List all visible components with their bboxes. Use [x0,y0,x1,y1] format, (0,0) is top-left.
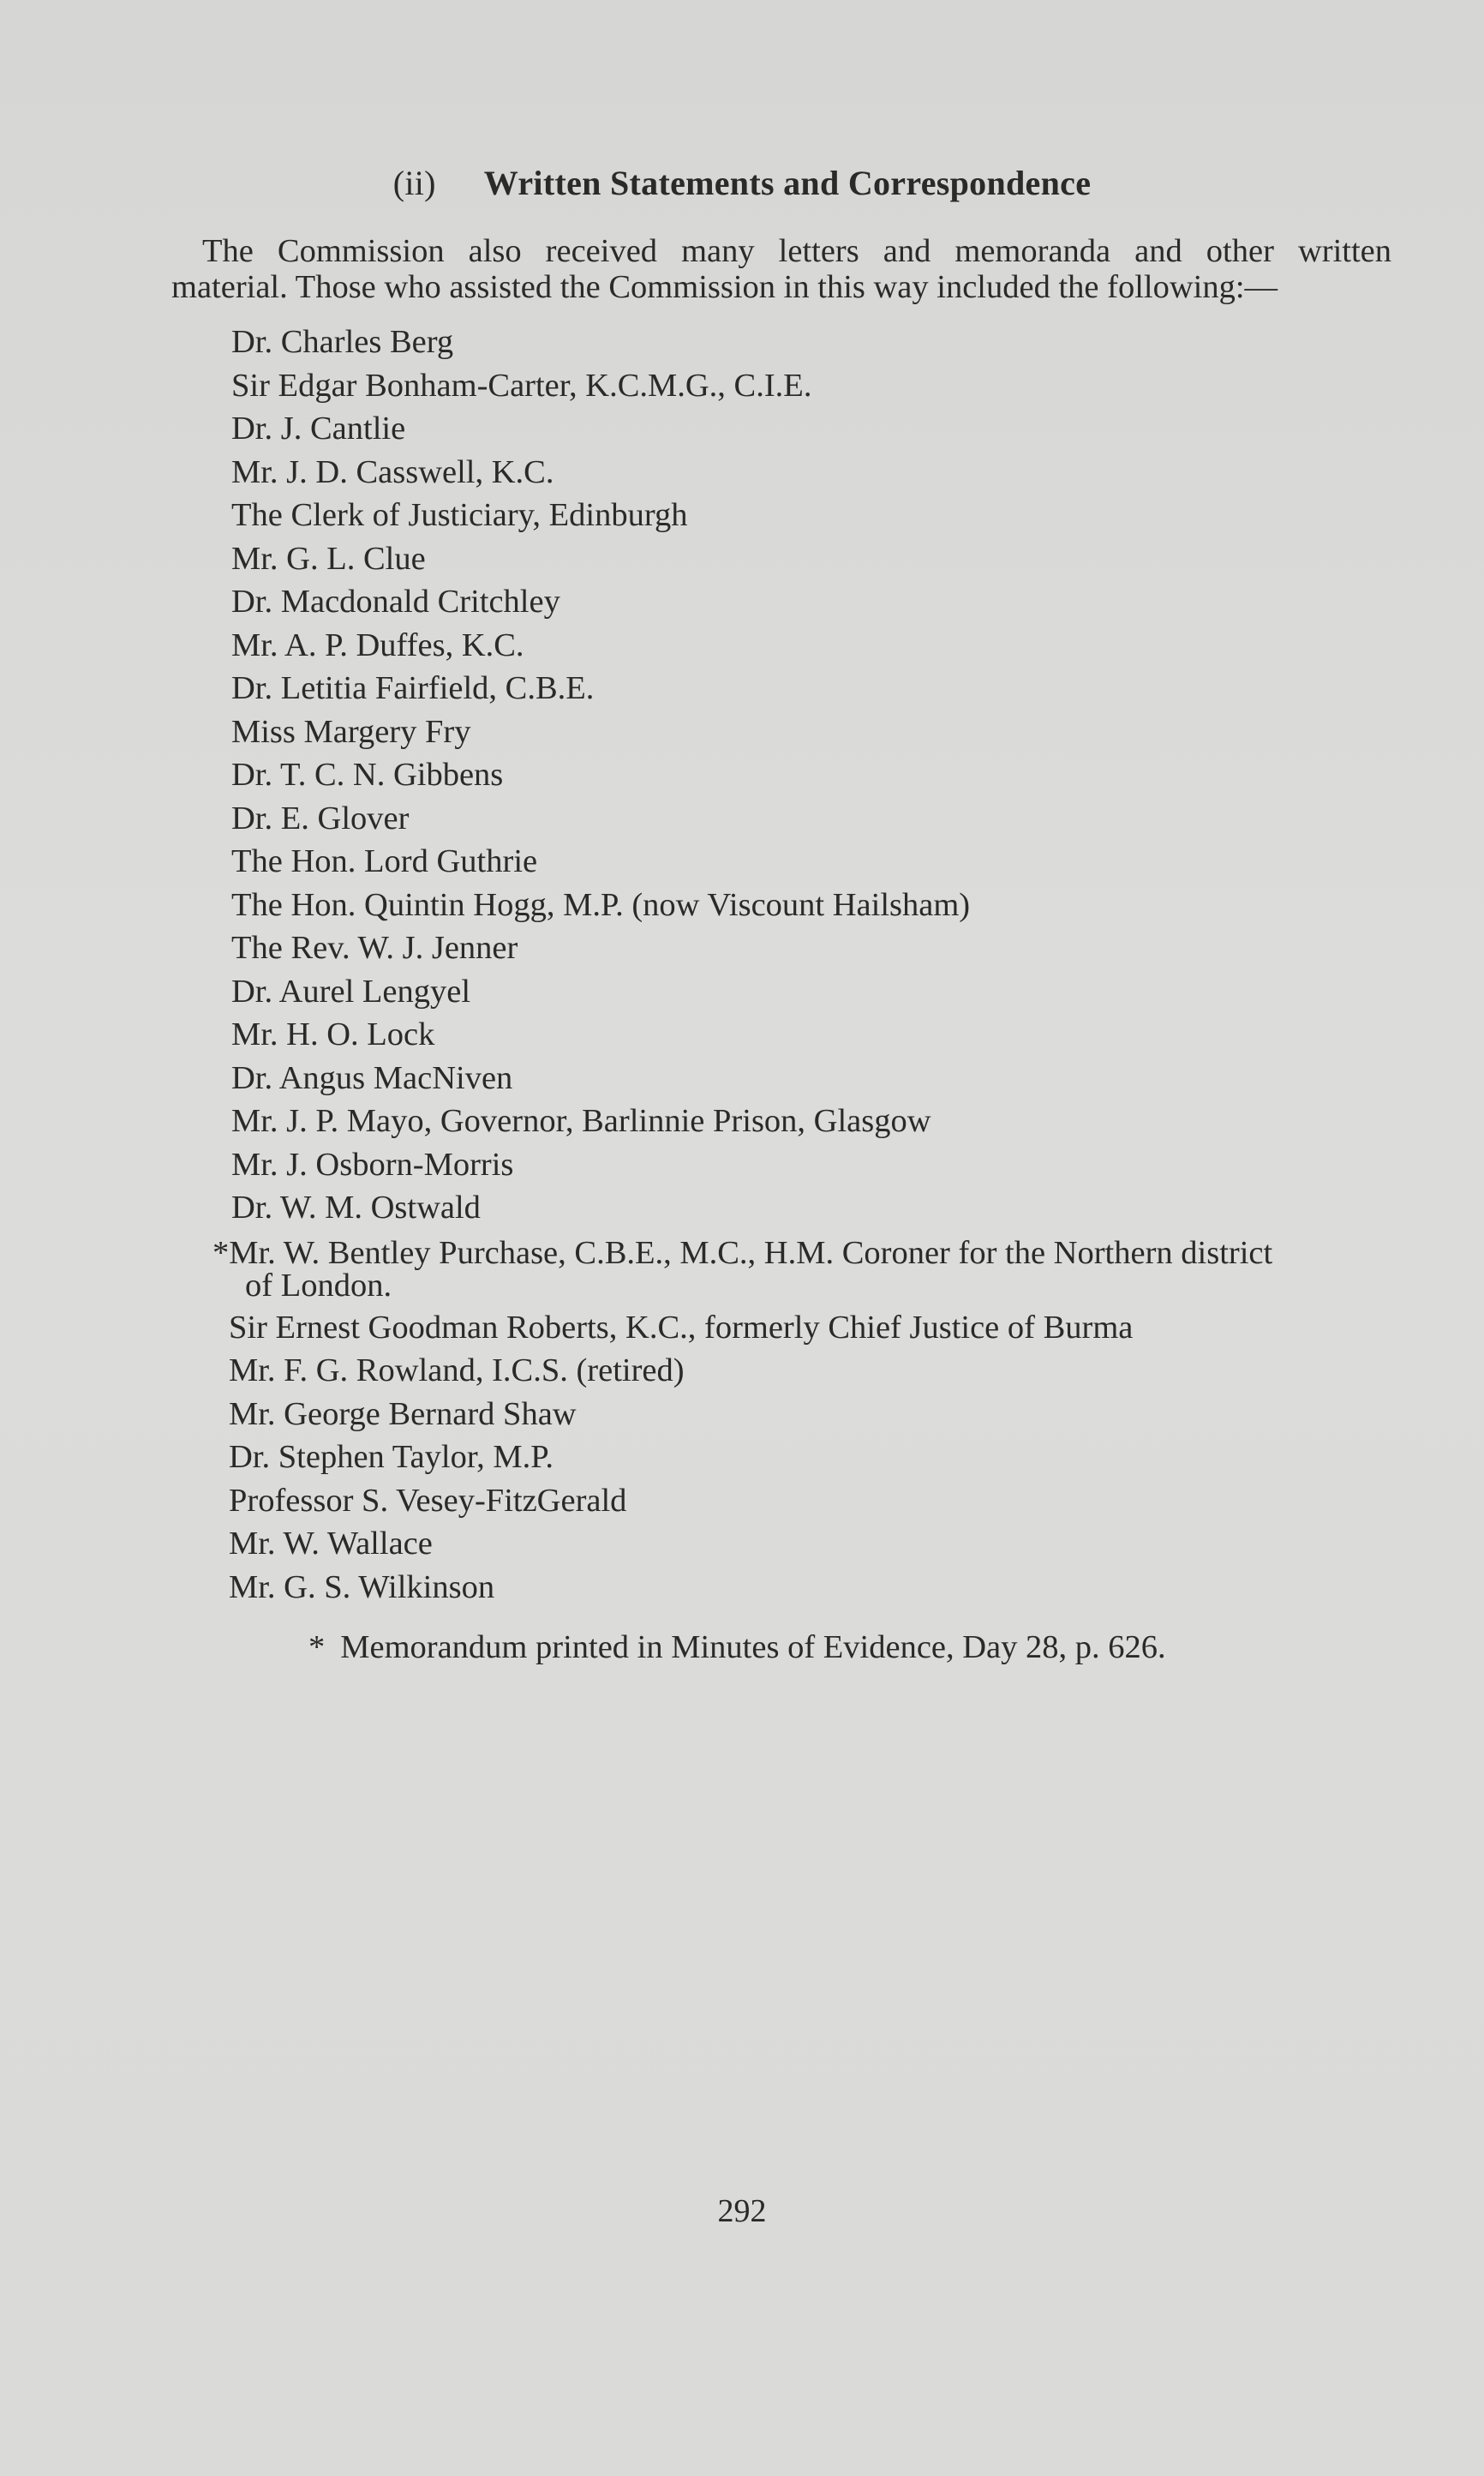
contributor-list [212,321,1397,1609]
list-item: The Hon. Lord Guthrie [231,843,538,879]
footnote-marker: * [308,1629,326,1665]
list-item: Mr. W. Wallace [229,1526,433,1562]
list-item: Mr. J. D. Casswell, K.C. [231,453,554,490]
list-item-footnoted [212,1230,1378,1306]
list-item: Dr. Stephen Taylor, M.P. [229,1439,554,1475]
list-item: Dr. W. M. Ostwald [231,1190,481,1226]
list-item: Mr. George Bernard Shaw [229,1395,577,1432]
list-item-first-line: *Mr. W. Bentley Purchase, C.B.E., M.C., H.M. Coroner for the Northern district [212,1234,1273,1271]
section-numeral: (ii) [392,164,436,202]
list-item: Dr. J. Cantlie [231,411,406,447]
list-item: Dr. T. C. N. Gibbens [231,757,504,793]
list-item-continuation: of London. [245,1267,392,1304]
list-item: Dr. Charles Berg [231,324,454,360]
list-item: Mr. H. O. Lock [231,1016,435,1052]
list-item: Mr. F. G. Rowland, I.C.S. (retired) [229,1352,685,1388]
list-item: Miss Margery Fry [231,713,471,750]
list-item: Dr. E. Glover [231,800,410,836]
intro-paragraph [171,233,1391,305]
list-item: Dr. Angus MacNiven [231,1059,513,1096]
list-item: Dr. Letitia Fairfield, C.B.E. [231,670,595,706]
list-item: Mr. J. Osborn-Morris [231,1146,514,1183]
list-item: Dr. Aurel Lengyel [231,973,471,1010]
list-item: Sir Edgar Bonham-Carter, K.C.M.G., C.I.E. [231,367,812,404]
list-item: Mr. G. L. Clue [231,540,426,577]
list-item: Mr. A. P. Duffes, K.C. [231,626,524,663]
list-item: The Rev. W. J. Jenner [231,930,518,966]
page-number: 292 [717,2193,767,2229]
list-item: Mr. J. P. Mayo, Governor, Barlinnie Prison, Glasgow [231,1103,931,1139]
section-title: Written Statements and Correspondence [483,164,1092,202]
list-item: The Hon. Quintin Hogg, M.P. (now Viscount Hailsham) [231,886,971,923]
list-item: Mr. G. S. Wilkinson [229,1568,495,1605]
intro-line-2: material. Those who assisted the Commission in this way included the following:— [171,269,1278,305]
footnote-text: Memorandum printed in Minutes of Evidence, Day 28, p. 626. [340,1629,1166,1665]
intro-line-1: The Commission also received many letters and memoranda and other written [202,233,1391,269]
section-heading [0,163,1484,203]
list-item: The Clerk of Justiciary, Edinburgh [231,497,688,533]
list-item: Professor S. Vesey-FitzGerald [229,1482,627,1519]
footnote [308,1628,1337,1666]
list-item: Sir Ernest Goodman Roberts, K.C., formerly Chief Justice of Burma [229,1309,1134,1346]
list-item: Dr. Macdonald Critchley [231,584,560,620]
